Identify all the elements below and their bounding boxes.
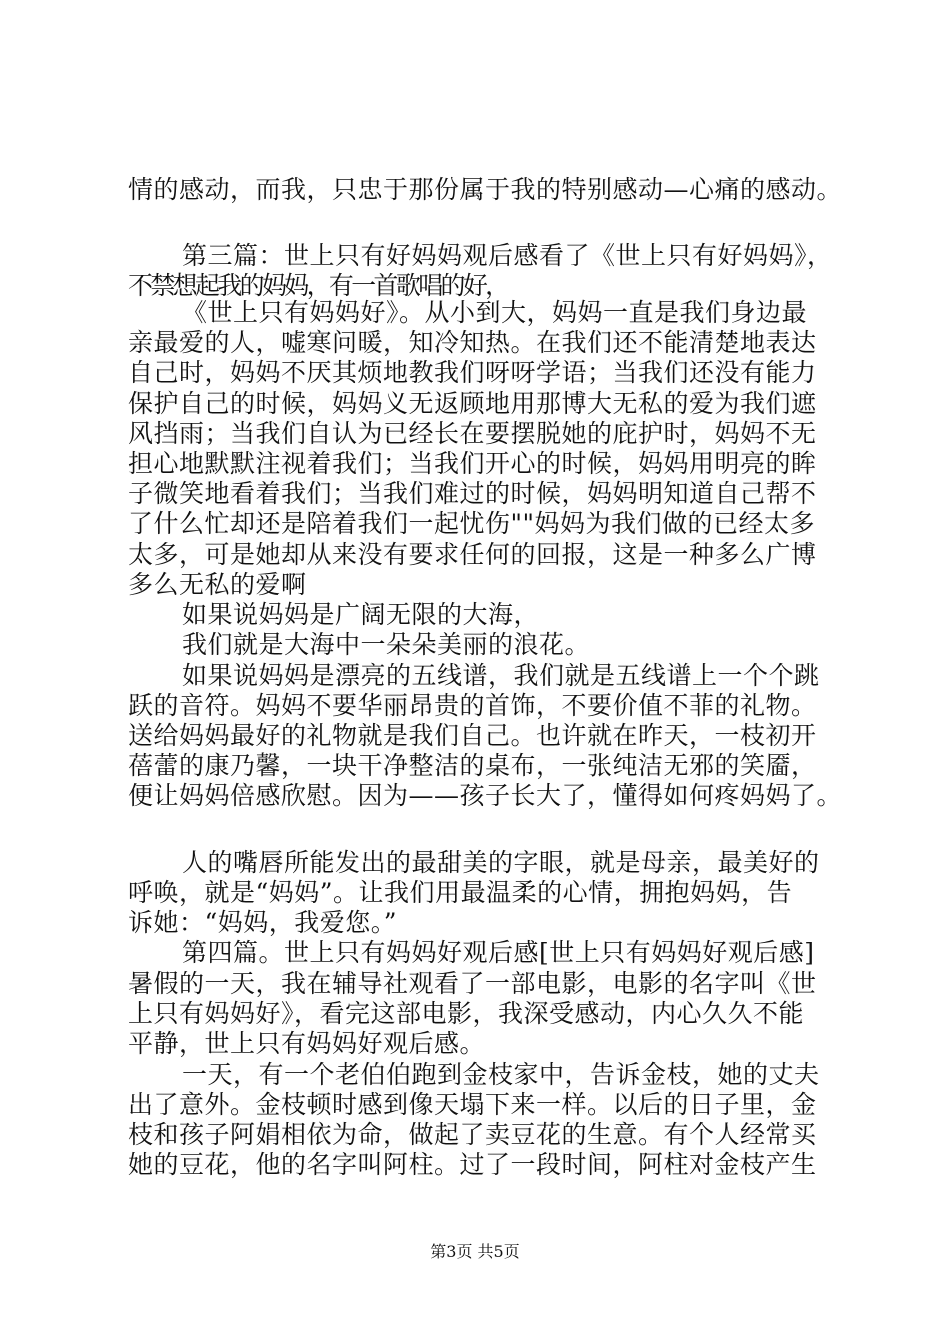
text-line: 自己时，妈妈不厌其烦地教我们呀呀学语；当我们还没有能力 (128, 358, 817, 387)
text-line: 送给妈妈最好的礼物就是我们自己。也许就在昨天，一枝初开 (128, 721, 817, 750)
text-line: 呼唤，就是“妈妈”。让我们用最温柔的心情，拥抱妈妈，告 (128, 878, 793, 907)
text-line: 诉她：“妈妈，我爱您。” (128, 908, 398, 937)
text-line: 一天，有一个老伯伯跑到金枝家中，告诉金枝，她的丈夫 (182, 1060, 820, 1089)
text-line: 暑假的一天，我在辅导社观看了一部电影，电影的名字叫《世 (128, 969, 817, 998)
text-line: 她的豆花，他的名字叫阿柱。过了一段时间，阿柱对金枝产生 (128, 1150, 817, 1179)
text-line: 枝和孩子阿娟相依为命，做起了卖豆花的生意。有个人经常买 (128, 1120, 817, 1149)
text-line: 了什么忙却还是陪着我们一起忧伤""妈妈为我们做的已经太多 (128, 509, 816, 538)
text-line: 太多，可是她却从来没有要求任何的回报，这是一种多么广博 (128, 540, 817, 569)
text-line: 便让妈妈倍感欣慰。因为——孩子长大了，懂得如何疼妈妈了。 (128, 781, 843, 810)
text-line: 亲最爱的人，嘘寒问暖，知冷知热。在我们还不能清楚地表达 (128, 328, 817, 357)
text-line: 不禁想起我的妈妈，有一首歌唱的好， (128, 271, 508, 300)
text-line: 平静，世上只有妈妈好观后感。 (128, 1029, 486, 1058)
text-line: 人的嘴唇所能发出的最甜美的字眼，就是母亲，最美好的 (182, 848, 820, 877)
text-line: 情的感动，而我，只忠于那份属于我的特别感动—心痛的感动。 (128, 175, 843, 204)
text-line: 跃的音符。妈妈不要华丽昂贵的首饰，不要价值不菲的礼物。 (128, 691, 817, 720)
page-footer: 第3页 共5页 (430, 1242, 520, 1261)
text-line: 第四篇。世上只有妈妈好观后感[世上只有妈妈好观后感] (182, 938, 815, 967)
text-line: 上只有妈妈好》，看完这部电影，我深受感动，内心久久不能 (128, 999, 805, 1028)
text-line: 我们就是大海中一朵朵美丽的浪花。 (182, 630, 591, 659)
text-line: 蓓蕾的康乃馨，一块干净整洁的桌布，一张纯洁无邪的笑靥， (128, 751, 817, 780)
text-line: 子微笑地看着我们；当我们难过的时候，妈妈明知道自己帮不 (128, 479, 817, 508)
text-line: 风挡雨；当我们自认为已经长在要摆脱她的庇护时，妈妈不无 (128, 419, 817, 448)
text-line: 出了意外。金枝顿时感到像天塌下来一样。以后的日子里，金 (128, 1090, 817, 1119)
text-line: 如果说妈妈是广阔无限的大海， (182, 600, 540, 629)
text-line: 第三篇：世上只有好妈妈观后感看了《世上只有好妈妈》， (182, 241, 833, 270)
text-line: 《世上只有妈妈好》。从小到大，妈妈一直是我们身边最 (182, 298, 808, 327)
text-line: 担心地默默注视着我们；当我们开心的时候，妈妈用明亮的眸 (128, 449, 817, 478)
text-line: 保护自己的时候，妈妈义无返顾地用那博大无私的爱为我们遮 (128, 389, 817, 418)
text-line: 如果说妈妈是漂亮的五线谱，我们就是五线谱上一个个跳 (182, 661, 820, 690)
text-line: 多么无私的爱啊 (128, 570, 307, 599)
